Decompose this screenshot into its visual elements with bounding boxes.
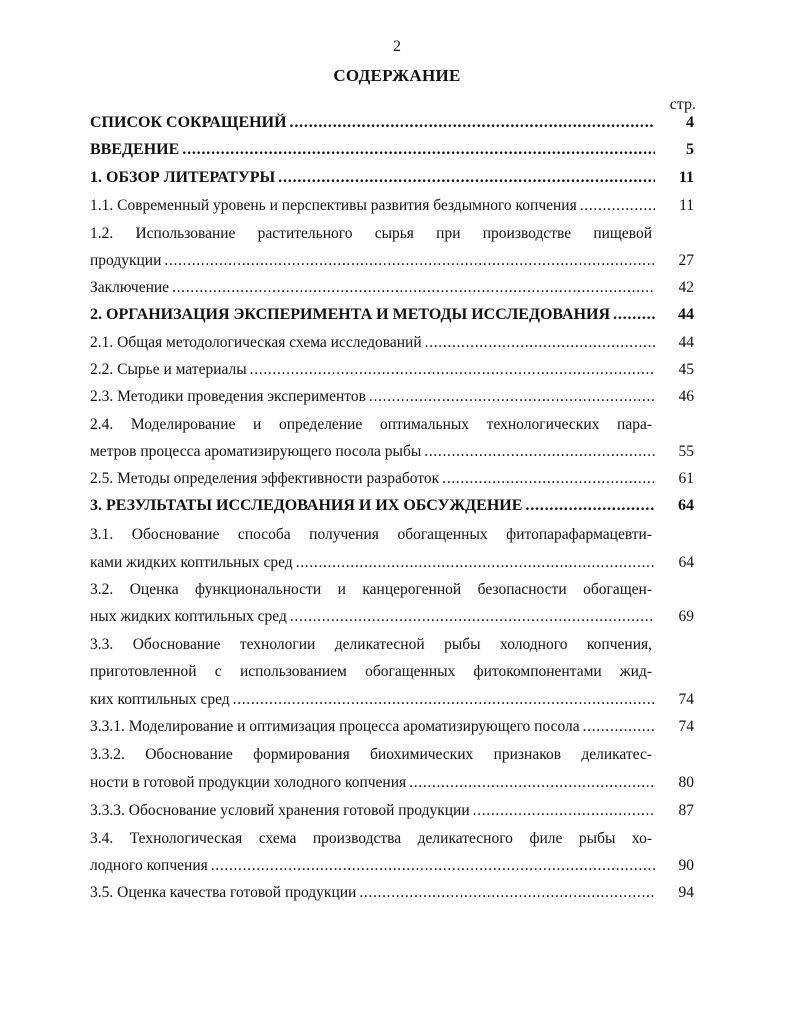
toc-entry-label: ности в готовой продукции холодного копчения — [90, 774, 407, 791]
toc-entry-1-2[interactable] — [90, 252, 694, 274]
dot-leader — [250, 361, 655, 379]
toc-entry-label: продукции — [90, 252, 162, 269]
dot-leader — [473, 802, 655, 820]
toc-page-number: 74 — [678, 718, 694, 735]
toc-page-number: 69 — [678, 608, 694, 625]
toc-entry-label: 3. РЕЗУЛЬТАТЫ ИССЛЕДОВАНИЯ И ИХ ОБСУЖДЕНИЕ — [90, 497, 523, 514]
toc-entry-label: 2. ОРГАНИЗАЦИЯ ЭКСПЕРИМЕНТА И МЕТОДЫ ИССЛЕДОВАНИЯ — [90, 306, 611, 323]
toc-entry-3-3-3[interactable] — [90, 802, 694, 824]
toc-entry-2-1[interactable] — [90, 334, 694, 356]
toc-page-number: 64 — [678, 497, 694, 514]
dot-leader — [369, 388, 655, 406]
toc-entry-3-4-line1: 3.4. Технологическая схема производства деликатесного филе рыбы хо- — [90, 830, 652, 847]
toc-page-number: 44 — [678, 334, 694, 351]
page-title: СОДЕРЖАНИЕ — [333, 66, 461, 85]
toc-entry-label: 3.5. Оценка качества готовой продукции — [90, 884, 357, 901]
toc-page-number: 45 — [678, 361, 694, 378]
toc-entry-introduction[interactable] — [90, 141, 694, 163]
toc-entry-label: 1. ОБЗОР ЛИТЕРАТУРЫ — [90, 169, 276, 186]
dot-leader — [290, 608, 655, 626]
dot-leader — [442, 470, 655, 488]
toc-entry-label: 2.3. Методики проведения экспериментов — [90, 388, 366, 405]
toc-entry-label: 2.1. Общая методологическая схема исследований — [90, 334, 422, 351]
toc-entry-3-3[interactable] — [90, 691, 694, 713]
dot-leader — [182, 141, 655, 159]
toc-page-number: 87 — [678, 802, 694, 819]
toc-entry-3-2-line1: 3.2. Оценка функциональности и канцерогенной безопасности обогащен- — [90, 581, 652, 598]
toc-entry-3-3-line2: приготовленной с использованием обогащенных фитокомпонентами жид- — [90, 663, 652, 680]
toc-entry-abbreviations[interactable] — [90, 114, 694, 136]
toc-entry-conclusion[interactable] — [90, 279, 694, 301]
dot-leader — [290, 114, 655, 132]
toc-page-number: 61 — [678, 470, 694, 487]
toc-page-number: 44 — [678, 306, 694, 323]
toc-entry-label: 2.5. Методы определения эффективности разработок — [90, 470, 440, 487]
dot-leader — [583, 718, 655, 736]
page-column-header: стр. — [669, 96, 696, 113]
toc-entry-3-3-2-line1: 3.3.2. Обоснование формирования биохимических признаков деликатес- — [90, 746, 652, 763]
dot-leader — [164, 252, 655, 270]
toc-entry-chapter-1[interactable] — [90, 169, 694, 191]
dot-leader — [211, 857, 655, 875]
toc-page-number: 55 — [678, 443, 694, 460]
dot-leader — [172, 279, 655, 297]
toc-entry-chapter-2[interactable] — [90, 306, 694, 328]
dot-leader — [278, 169, 655, 187]
toc-entry-label: СПИСОК СОКРАЩЕНИЙ — [90, 114, 287, 131]
dot-leader — [409, 774, 655, 792]
toc-page-number: 90 — [678, 857, 694, 874]
toc-entry-1-1[interactable] — [90, 197, 694, 219]
dot-leader — [296, 554, 655, 572]
dot-leader — [359, 884, 655, 902]
toc-entry-label: ками жидких коптильных сред — [90, 554, 293, 571]
dot-leader — [233, 691, 655, 709]
toc-entry-3-5[interactable] — [90, 884, 694, 906]
toc-entry-label: лодного копчения — [90, 857, 208, 874]
page-number: 2 — [393, 38, 401, 55]
toc-entry-2-5[interactable] — [90, 470, 694, 492]
toc-entry-label: 3.3.3. Обоснование условий хранения готовой продукции — [90, 802, 470, 819]
toc-entry-2-2[interactable] — [90, 361, 694, 383]
toc-entry-3-3-1[interactable] — [90, 718, 694, 740]
toc-page-number: 4 — [686, 114, 694, 131]
toc-entry-label: 1.1. Современный уровень и перспективы развития бездымного копчения — [90, 197, 577, 214]
toc-page-number: 94 — [678, 884, 694, 901]
dot-leader — [425, 334, 655, 352]
toc-page-number: 42 — [678, 279, 694, 296]
toc-entry-3-2[interactable] — [90, 608, 694, 630]
toc-entry-label: 3.3.1. Моделирование и оптимизация процесса ароматизирующего посола — [90, 718, 580, 735]
dot-leader — [580, 197, 655, 215]
toc-entry-2-3[interactable] — [90, 388, 694, 410]
toc-entry-2-4[interactable] — [90, 443, 694, 465]
dot-leader — [525, 497, 655, 515]
toc-page-number: 11 — [678, 169, 694, 186]
toc-page-number: 64 — [678, 554, 694, 571]
toc-entry-3-1[interactable] — [90, 554, 694, 576]
toc-page-number: 46 — [678, 388, 694, 405]
toc-entry-2-4-line1: 2.4. Моделирование и определение оптимальных технологических пара- — [90, 416, 652, 433]
toc-entry-label: Заключение — [90, 279, 170, 296]
toc-entry-label: метров процесса ароматизирующего посола рыбы — [90, 443, 422, 460]
toc-entry-3-1-line1: 3.1. Обоснование способа получения обогащенных фитопарафармацевти- — [90, 526, 652, 543]
toc-entry-1-2-line1: 1.2. Использование растительного сырья при производстве пищевой — [90, 225, 652, 242]
toc-entry-label: ких коптильных сред — [90, 691, 230, 708]
toc-page-number: 27 — [678, 252, 694, 269]
toc-entry-3-3-line1: 3.3. Обоснование технологии деликатесной рыбы холодного копчения, — [90, 636, 652, 653]
toc-entry-3-3-2[interactable] — [90, 774, 694, 796]
dot-leader — [424, 443, 655, 461]
toc-entry-chapter-3[interactable] — [90, 497, 694, 519]
toc-entry-label: ВВЕДЕНИЕ — [90, 141, 180, 158]
dot-leader — [613, 306, 655, 324]
toc-page-number: 74 — [678, 691, 694, 708]
toc-entry-3-4[interactable] — [90, 857, 694, 879]
toc-entry-label: 2.2. Сырье и материалы — [90, 361, 247, 378]
toc-entry-label: ных жидких коптильных сред — [90, 608, 287, 625]
toc-page-number: 11 — [679, 197, 694, 214]
toc-page-number: 80 — [678, 774, 694, 791]
toc-page-number: 5 — [686, 141, 694, 158]
